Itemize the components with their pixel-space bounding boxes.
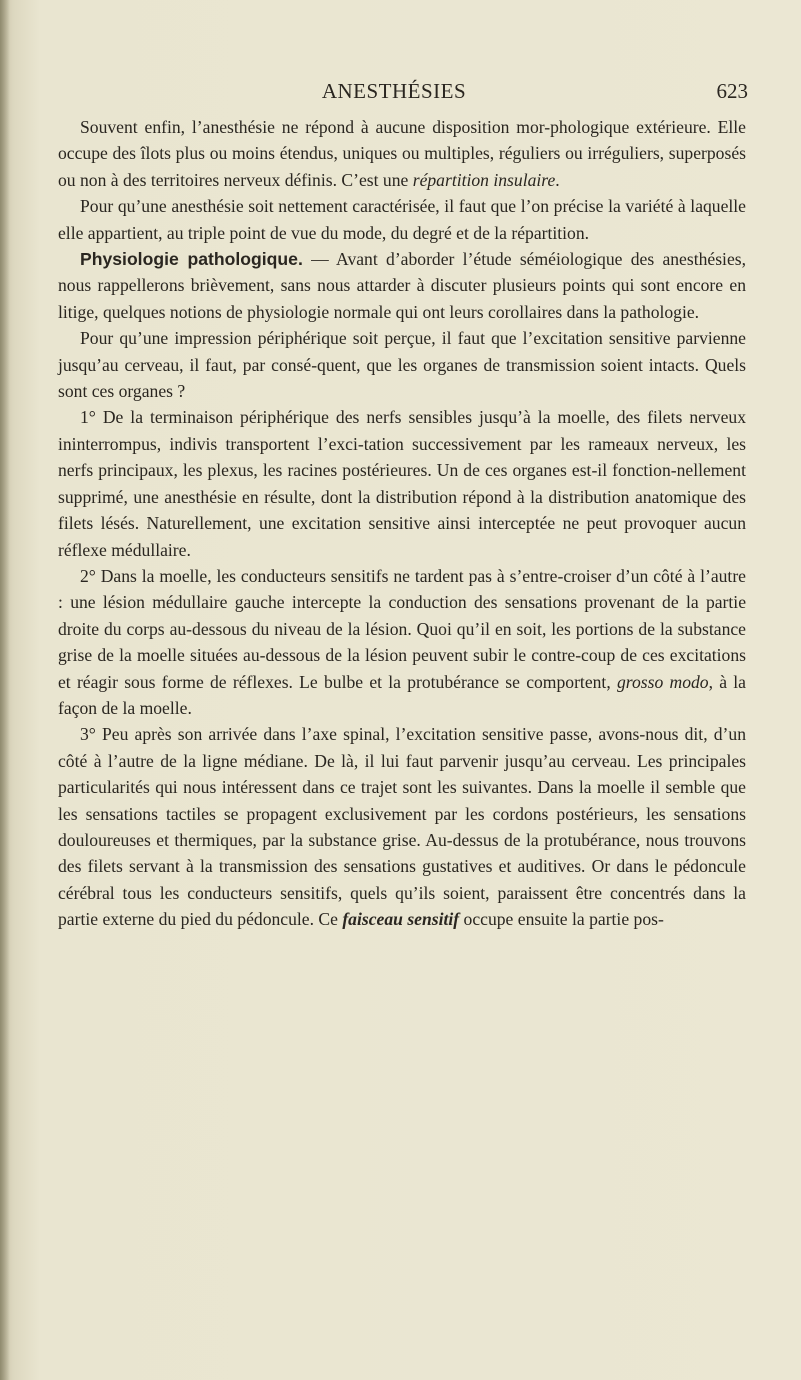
text-run: Pour qu’une impression périphérique soit perçue, il faut que l’excitation sensitive parvienne jusqu’au cerveau, il faut, par consé-quent, que les organes de transmission soient intacts. Quels sont ces organes ? — [58, 328, 746, 402]
text-run: 2° Dans la moelle, les conducteurs sensitifs ne tardent pas à s’entre-croiser d’un côté à l’autre : une lésion médullaire gauche intercepte la conduction des sensations provenant de la partie droite du corps au-dessous du niveau de la lésion. Quoi qu’il en soit, les portions de la substance grise de la moelle situées au-dessous de la lésion peuvent subir le contre-coup de ces excitations et réagir sous forme de réflexes. Le bulbe et la protubérance se comportent, — [58, 565, 746, 692]
paragraph — [58, 404, 746, 562]
text-run: Pour qu’une anesthésie soit nettement caractérisée, il faut que l’on précise la variété à laquelle elle appartient, au triple point de vue du mode, du degré et de la répartition. — [58, 196, 746, 243]
bold-italic-term: faisceau sensitif — [342, 909, 460, 930]
paragraph — [58, 246, 746, 325]
page-body-text — [58, 114, 746, 933]
text-run: 3° Peu après son arrivée dans l’axe spinal, l’excitation sensitive passe, avons-nous dit, d’un côté à l’autre de la ligne médiane. De là, il lui faut parvenir jusqu’au cerveau. Les principales particularités qui nous intéressent dans ce trajet sont les suivantes. Dans la moelle il semble que les sensations tactiles se propagent exclusivement par les cordons postérieurs, les sensations douloureuses et thermiques, par la substance grise. Au-dessus de la protubérance, nous trouvons des filets servant à la transmission des sensations gustatives et auditives. Or dans le pédoncule cérébral tous les conducteurs sensitifs, quels qu’ils soient, paraissent être concentrés dans la partie externe du pied du pédoncule. Ce — [58, 724, 746, 930]
page-number: 623 — [716, 79, 748, 103]
section-heading: Physiologie pathologique. — [80, 249, 303, 270]
paragraph — [58, 563, 746, 721]
text-run: Souvent enfin, l’anesthésie ne répond à aucune disposition mor-phologique extérieure. Elle occupe des îlots plus ou moins étendus, uniques ou multiples, réguliers ou irréguliers, superposés ou non à des territoires nerveux définis. C’est une — [58, 117, 746, 190]
text-run: . — [555, 169, 560, 190]
italic-term: répartition insulaire — [412, 169, 556, 190]
page-gutter-shadow — [0, 0, 10, 1380]
paragraph — [58, 114, 746, 193]
text-run: 1° De la terminaison périphérique des nerfs sensibles jusqu’à la moelle, des filets nerveux ininterrompus, indivis transportent l’exci-tation successivement par les rameaux nerveux, les nerfs principaux, les plexus, les racines postérieures. Un de ces organes est-il fonction-nellement supprimé, une anesthésie en résulte, dont la distribution répond à la distribution anatomique des filets lésés. Naturellement, une excitation sensitive ainsi interceptée ne peut provoquer aucun réflexe médullaire. — [58, 407, 746, 560]
paragraph — [58, 721, 746, 932]
paragraph — [58, 325, 746, 404]
paragraph — [58, 193, 746, 246]
text-run: — Avant d’aborder l’étude séméiologique des anesthésies, nous rappellerons brièvement, sans nous attarder à discuter plusieurs points qui sont encore en litige, quelques notions de physiologie normale qui ont leurs corollaires dans la pathologie. — [58, 249, 746, 322]
italic-term: grosso modo — [616, 671, 709, 692]
running-title: ANESTHÉSIES — [321, 79, 467, 103]
text-run: , à la façon de la moelle. — [58, 671, 746, 718]
text-run: occupe ensuite la partie pos- — [459, 909, 664, 930]
page-header — [40, 79, 748, 109]
